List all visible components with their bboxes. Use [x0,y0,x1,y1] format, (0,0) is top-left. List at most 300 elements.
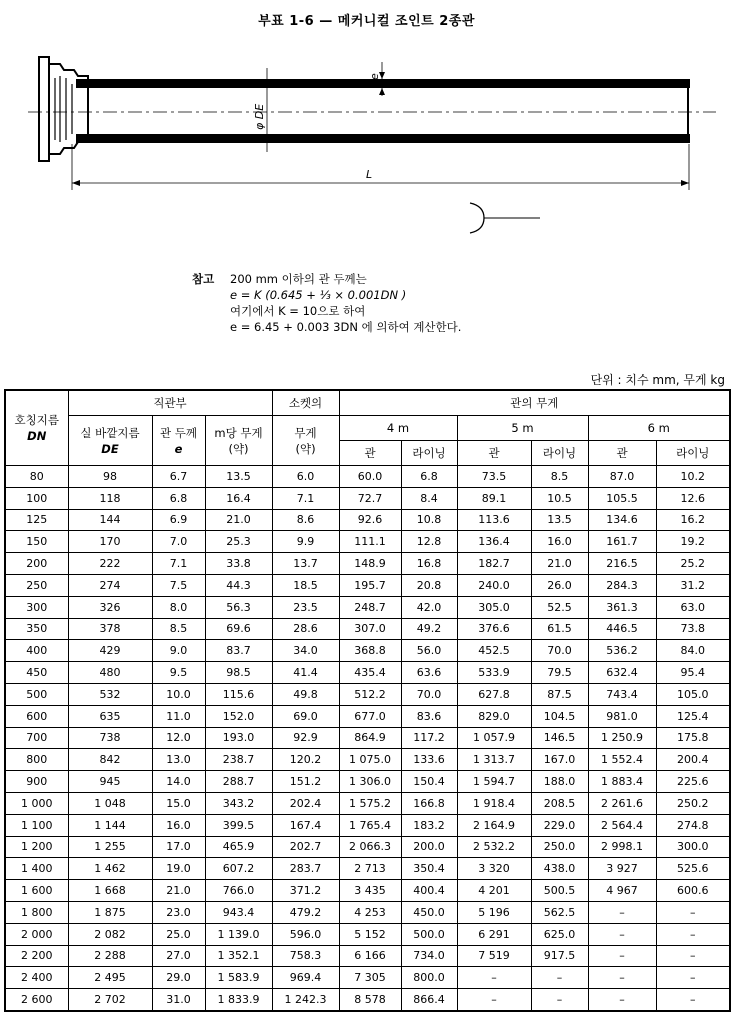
table-cell: 16.0 [531,531,588,553]
table-cell: 69.6 [205,618,272,640]
table-cell: – [588,901,656,923]
table-cell: 452.5 [457,640,531,662]
table-cell: 1 313.7 [457,749,531,771]
table-cell: 175.8 [656,727,730,749]
table-cell: 450.0 [401,901,457,923]
table-cell: 208.5 [531,792,588,814]
table-row [5,727,730,749]
table-cell: 60.0 [339,466,401,488]
table-cell: 945 [68,771,152,793]
table-cell: 625.0 [531,923,588,945]
table-cell: 943.4 [205,901,272,923]
table-cell: 969.4 [272,967,339,989]
table-cell: 89.1 [457,487,531,509]
table-cell: 92.6 [339,509,401,531]
table-cell: 917.5 [531,945,588,967]
table-cell: 87.0 [588,466,656,488]
table-cell: 743.4 [588,683,656,705]
table-cell: 16.2 [656,509,730,531]
table-cell: 134.6 [588,509,656,531]
table-cell: 1 255 [68,836,152,858]
table-cell: 20.8 [401,574,457,596]
table-cell: 305.0 [457,596,531,618]
table-row [5,923,730,945]
table-cell: 284.3 [588,574,656,596]
table-cell: 1 883.4 [588,771,656,793]
table-cell: 429 [68,640,152,662]
table-cell: 600 [5,705,68,727]
table-cell: 188.0 [531,771,588,793]
table-row [5,989,730,1011]
table-cell: 2 495 [68,967,152,989]
table-cell: 635 [68,705,152,727]
table-cell: 92.9 [272,727,339,749]
table-cell: 1 583.9 [205,967,272,989]
table-cell: 2 261.6 [588,792,656,814]
table-cell: 34.0 [272,640,339,662]
table-row [5,509,730,531]
table-cell: 161.7 [588,531,656,553]
table-cell: 27.0 [152,945,205,967]
table-cell: 8.0 [152,596,205,618]
table-cell: 1 833.9 [205,989,272,1011]
table-cell: 283.7 [272,858,339,880]
table-cell: 446.5 [588,618,656,640]
table-cell: 6.9 [152,509,205,531]
table-cell: 450 [5,662,68,684]
table-cell: – [588,967,656,989]
table-cell: 600.6 [656,880,730,902]
table-cell: 10.0 [152,683,205,705]
note-label: 참고 [192,272,215,286]
table-cell: 10.5 [531,487,588,509]
table-cell: 2 702 [68,989,152,1011]
table-cell: 536.2 [588,640,656,662]
header-socket-weight: 무게 (약) [272,416,339,466]
table-body [5,466,730,1011]
table-cell: 350.4 [401,858,457,880]
table-cell: – [588,945,656,967]
table-cell: 250.2 [656,792,730,814]
joint-symbol [470,203,484,233]
header-de: 실 바깥지름 DE [68,416,152,466]
table-row [5,662,730,684]
table-cell: 4 201 [457,880,531,902]
table-cell: 11.0 [152,705,205,727]
table-cell: 8.4 [401,487,457,509]
table-cell: – [656,923,730,945]
table-cell: 12.8 [401,531,457,553]
table-cell: 70.0 [401,683,457,705]
table-cell: 3 320 [457,858,531,880]
table-cell: 1 000 [5,792,68,814]
table-cell: 766.0 [205,880,272,902]
table-cell: 2 288 [68,945,152,967]
table-cell: 6 291 [457,923,531,945]
table-cell: 13.7 [272,553,339,575]
unit-label: 단위 : 치수 mm, 무게 kg [590,373,725,387]
table-cell: 7.1 [152,553,205,575]
table-cell: 1 100 [5,814,68,836]
table-cell: 738 [68,727,152,749]
table-cell: 512.2 [339,683,401,705]
table-cell: 13.5 [531,509,588,531]
table-cell: 1 400 [5,858,68,880]
table-cell: 864.9 [339,727,401,749]
table-cell: 216.5 [588,553,656,575]
table-cell: 829.0 [457,705,531,727]
note-line-4: e = 6.45 + 0.003 3DN 에 의하여 계산한다. [230,320,462,334]
table-cell: 105.0 [656,683,730,705]
table-cell: 16.8 [401,553,457,575]
table-cell: 42.0 [401,596,457,618]
table-cell: 49.2 [401,618,457,640]
table-cell: 6 166 [339,945,401,967]
table-cell: 326 [68,596,152,618]
table-row [5,640,730,662]
table-cell: 167.0 [531,749,588,771]
label-e: e [368,73,381,80]
table-cell: 6.7 [152,466,205,488]
table-cell: 1 875 [68,901,152,923]
table-cell: 562.5 [531,901,588,923]
table-cell: 371.2 [272,880,339,902]
table-cell: 300 [5,596,68,618]
table-cell: 435.4 [339,662,401,684]
table-cell: 2 066.3 [339,836,401,858]
table-cell: 56.3 [205,596,272,618]
table-cell: 83.6 [401,705,457,727]
table-row [5,553,730,575]
table-cell: 734.0 [401,945,457,967]
pipe-table [4,389,731,1012]
table-cell: 80 [5,466,68,488]
table-cell: 1 594.7 [457,771,531,793]
note-line-1: 200 mm 이하의 관 두께는 [230,272,367,286]
table-cell: 376.6 [457,618,531,640]
table-cell: 378 [68,618,152,640]
pipe-wall-bottom [76,134,690,143]
table-cell: 607.2 [205,858,272,880]
table-cell: 480 [68,662,152,684]
table-cell: 532 [68,683,152,705]
table-cell: 800 [5,749,68,771]
table-cell: – [457,989,531,1011]
header-6m-pipe: 관 [588,441,656,466]
table-cell: 152.0 [205,705,272,727]
table-cell: 61.5 [531,618,588,640]
header-straight: 직관부 [68,390,272,416]
table-cell: 23.0 [152,901,205,923]
header-nominal: 호칭지름 DN [5,390,68,466]
table-cell: 125.4 [656,705,730,727]
table-cell: 118 [68,487,152,509]
table-cell: 28.6 [272,618,339,640]
table-cell: 193.0 [205,727,272,749]
table-cell: 16.4 [205,487,272,509]
table-cell: 250 [5,574,68,596]
table-cell: – [656,901,730,923]
table-row [5,967,730,989]
header-6m-lining: 라이닝 [656,441,730,466]
table-cell: 700 [5,727,68,749]
table-row [5,945,730,967]
table-cell: 677.0 [339,705,401,727]
table-cell: 41.4 [272,662,339,684]
table-cell: 12.0 [152,727,205,749]
table-cell: 18.5 [272,574,339,596]
table-cell: 72.7 [339,487,401,509]
table-cell: 758.3 [272,945,339,967]
table-cell: 98 [68,466,152,488]
socket-end [39,57,88,161]
table-cell: 361.3 [588,596,656,618]
table-cell: 3 927 [588,858,656,880]
table-cell: 9.0 [152,640,205,662]
table-cell: 7.0 [152,531,205,553]
table-cell: 2 998.1 [588,836,656,858]
table-cell: 465.9 [205,836,272,858]
table-cell: 400 [5,640,68,662]
table-cell: 10.2 [656,466,730,488]
table-cell: 10.8 [401,509,457,531]
table-row [5,683,730,705]
table-cell: 1 242.3 [272,989,339,1011]
table-cell: 9.5 [152,662,205,684]
table-cell: – [588,923,656,945]
table-row [5,836,730,858]
header-4m-pipe: 관 [339,441,401,466]
table-cell: 2 200 [5,945,68,967]
table-cell: 200.0 [401,836,457,858]
table-cell: 52.5 [531,596,588,618]
table-row [5,880,730,902]
table-cell: 14.0 [152,771,205,793]
table-cell: 1 057.9 [457,727,531,749]
table-cell: 3 435 [339,880,401,902]
table-cell: 125 [5,509,68,531]
header-6m: 6 m [588,416,730,441]
table-cell: 56.0 [401,640,457,662]
table-cell: 2 713 [339,858,401,880]
table-cell: 6.8 [152,487,205,509]
table-cell: 150 [5,531,68,553]
table-cell: 183.2 [401,814,457,836]
table-cell: 4 967 [588,880,656,902]
table-cell: – [656,989,730,1011]
table-row [5,466,730,488]
table-cell: 8.6 [272,509,339,531]
table-cell: 1 352.1 [205,945,272,967]
table-cell: 438.0 [531,858,588,880]
page-title: 부표 1-6 — 메커니컬 조인트 2종관 [258,14,475,29]
table-cell: 31.2 [656,574,730,596]
table-cell: 1 552.4 [588,749,656,771]
table-row [5,596,730,618]
table-cell: 2 564.4 [588,814,656,836]
table-cell: 195.7 [339,574,401,596]
table-row [5,574,730,596]
table-cell: 274.8 [656,814,730,836]
table-cell: 222 [68,553,152,575]
table-cell: 19.0 [152,858,205,880]
table-cell: 111.1 [339,531,401,553]
pipe-wall-top [76,79,690,88]
table-row [5,487,730,509]
table-cell: – [588,989,656,1011]
label-de: φ DE [253,103,266,130]
table-cell: 63.6 [401,662,457,684]
table-cell: – [656,945,730,967]
table-cell: 115.6 [205,683,272,705]
table-cell: 900 [5,771,68,793]
table-cell: 9.9 [272,531,339,553]
table-cell: 5 152 [339,923,401,945]
table-cell: 148.9 [339,553,401,575]
header-5m-lining: 라이닝 [531,441,588,466]
table-row [5,901,730,923]
table-cell: 63.0 [656,596,730,618]
table-cell: 70.0 [531,640,588,662]
table-cell: 98.5 [205,662,272,684]
table-cell: 49.8 [272,683,339,705]
table-cell: 1 462 [68,858,152,880]
table-cell: 21.0 [205,509,272,531]
table-cell: 240.0 [457,574,531,596]
table-cell: 7.1 [272,487,339,509]
table-row [5,771,730,793]
table-row [5,705,730,727]
table-cell: 69.0 [272,705,339,727]
table-cell: 44.3 [205,574,272,596]
table-cell: 202.7 [272,836,339,858]
table-cell: 29.0 [152,967,205,989]
table-cell: 632.4 [588,662,656,684]
table-cell: – [531,989,588,1011]
header-thickness: 관 두께 e [152,416,205,466]
table-cell: 596.0 [272,923,339,945]
table-cell: 21.0 [152,880,205,902]
table-cell: 1 918.4 [457,792,531,814]
header-4m-lining: 라이닝 [401,441,457,466]
table-cell: 225.6 [656,771,730,793]
table-cell: 1 306.0 [339,771,401,793]
table-cell: 400.4 [401,880,457,902]
note-line-2: e = K (0.645 + ⅓ × 0.001DN ) [230,288,407,302]
table-cell: 136.4 [457,531,531,553]
table-cell: 2 532.2 [457,836,531,858]
table-cell: 31.0 [152,989,205,1011]
header-pipe-weight: 관의 무게 [339,390,730,416]
table-cell: 479.2 [272,901,339,923]
table-cell: – [656,967,730,989]
table-cell: 23.5 [272,596,339,618]
table-cell: 200.4 [656,749,730,771]
table-cell: 1 765.4 [339,814,401,836]
table-cell: 399.5 [205,814,272,836]
table-cell: 2 400 [5,967,68,989]
table-cell: 1 144 [68,814,152,836]
table-cell: 21.0 [531,553,588,575]
table-cell: 150.4 [401,771,457,793]
table-row [5,531,730,553]
table-cell: 170 [68,531,152,553]
table-cell: 12.6 [656,487,730,509]
table-cell: 500.0 [401,923,457,945]
note-line-3: 여기에서 K = 10으로 하여 [230,304,366,318]
table-cell: 146.5 [531,727,588,749]
table-cell: 350 [5,618,68,640]
table-cell: 238.7 [205,749,272,771]
table-cell: 274 [68,574,152,596]
header-m-weight: m당 무게 (약) [205,416,272,466]
table-cell: 866.4 [401,989,457,1011]
table-cell: 2 164.9 [457,814,531,836]
table-cell: 73.8 [656,618,730,640]
table-cell: 6.0 [272,466,339,488]
table-cell: 343.2 [205,792,272,814]
table-cell: 15.0 [152,792,205,814]
table-cell: 7 519 [457,945,531,967]
header-socket: 소켓의 [272,390,339,416]
table-cell: 95.4 [656,662,730,684]
table-cell: 533.9 [457,662,531,684]
table-cell: 100 [5,487,68,509]
table-cell: 5 196 [457,901,531,923]
table-cell: 6.8 [401,466,457,488]
table-cell: 500.5 [531,880,588,902]
table-row [5,814,730,836]
table-cell: 4 253 [339,901,401,923]
table-cell: 1 600 [5,880,68,902]
table-cell: 1 668 [68,880,152,902]
table-cell: 16.0 [152,814,205,836]
pipe-drawing [0,40,733,240]
table-cell: 1 139.0 [205,923,272,945]
table-cell: 104.5 [531,705,588,727]
table-cell: 800.0 [401,967,457,989]
table-cell: 113.6 [457,509,531,531]
table-cell: 300.0 [656,836,730,858]
table-cell: 1 575.2 [339,792,401,814]
table-cell: 627.8 [457,683,531,705]
table-row [5,618,730,640]
table-cell: 84.0 [656,640,730,662]
table-cell: 500 [5,683,68,705]
table-cell: 166.8 [401,792,457,814]
table-cell: 1 048 [68,792,152,814]
table-cell: 368.8 [339,640,401,662]
table-cell: 19.2 [656,531,730,553]
table-cell: 2 082 [68,923,152,945]
table-cell: 133.6 [401,749,457,771]
header-4m: 4 m [339,416,457,441]
table-cell: 1 250.9 [588,727,656,749]
table-cell: 105.5 [588,487,656,509]
label-l: L [366,168,373,181]
table-cell: 288.7 [205,771,272,793]
table-row [5,858,730,880]
table-cell: 83.7 [205,640,272,662]
table-cell: 307.0 [339,618,401,640]
table-cell: 202.4 [272,792,339,814]
table-cell: 7.5 [152,574,205,596]
table-cell: 200 [5,553,68,575]
table-cell: 248.7 [339,596,401,618]
table-cell: 1 200 [5,836,68,858]
header-5m: 5 m [457,416,588,441]
table-cell: 87.5 [531,683,588,705]
